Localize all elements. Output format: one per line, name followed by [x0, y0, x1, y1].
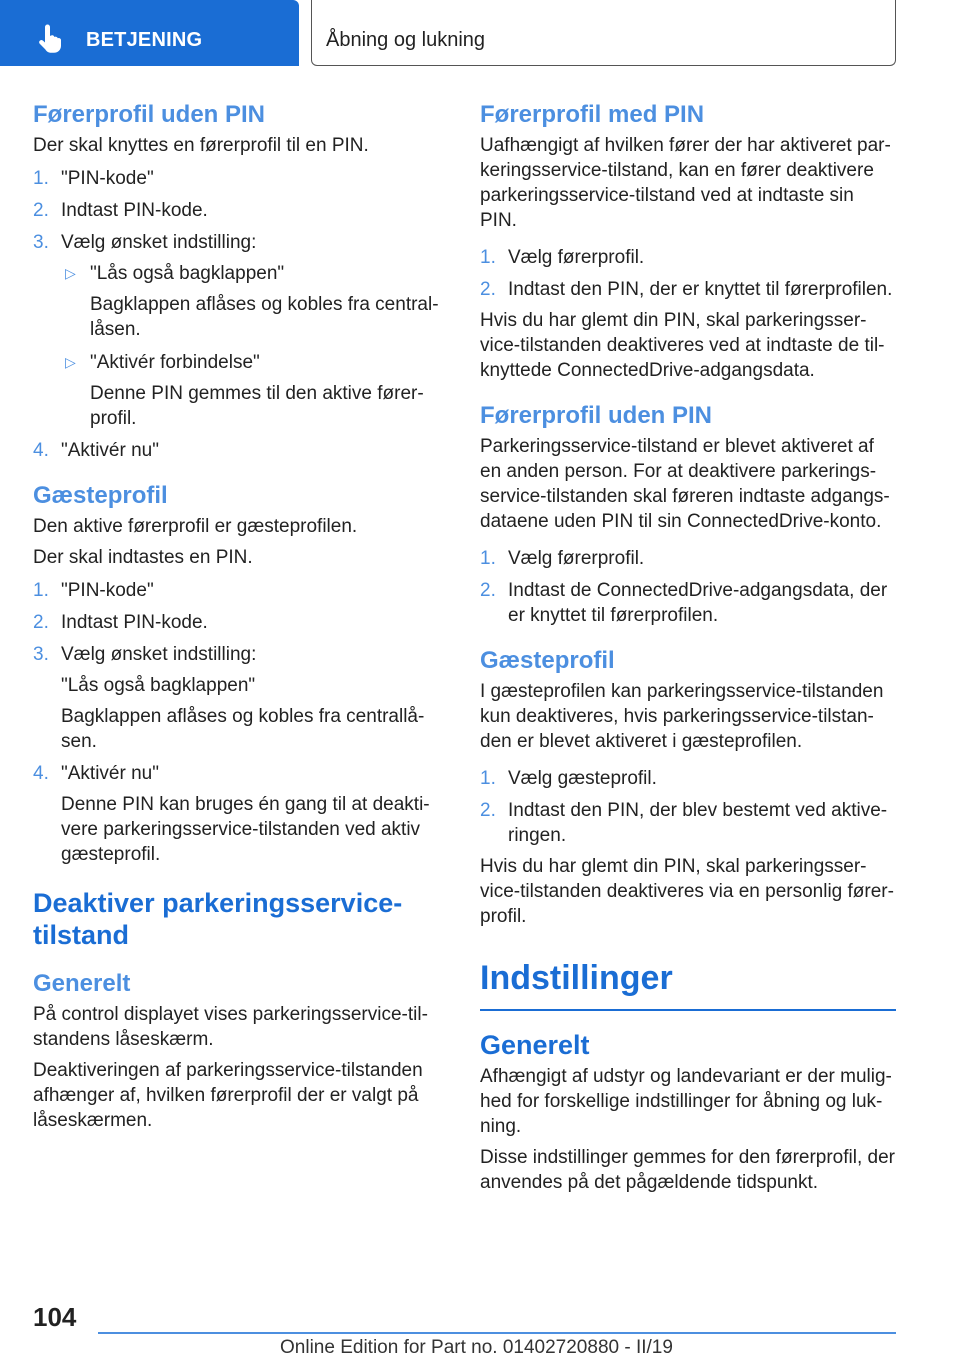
paragraph: I gæsteprofilen kan parkeringsservice-tilstanden kun deaktiveres, hvis parkeringsservice-tilstan-den er blevet aktiveret i gæsteprofilen. [480, 681, 884, 752]
paragraph: Der skal knyttes en førerprofil til en PIN. [33, 135, 369, 156]
footer-divider [98, 1332, 896, 1334]
section-label: BETJENING [86, 29, 203, 51]
paragraph: Den aktive førerprofil er gæsteprofilen. [33, 516, 358, 537]
page-footer [0, 1290, 960, 1362]
paragraph: Der skal indtastes en PIN. [33, 547, 253, 568]
heading-guest-profile: Gæsteprofil [480, 647, 615, 674]
list-item: 1. "PIN-kode" [33, 580, 154, 601]
triangle-bullet-icon: ▷ [65, 354, 76, 370]
list-item: 4. "Aktivér nu" [33, 440, 159, 461]
paragraph: Afhængigt af udstyr og landevariant er der mulig-hed for forskellige indstillinger for åbning og luk-ning. [480, 1066, 892, 1137]
heading-driver-profile-without-pin: Førerprofil uden PIN [480, 402, 713, 429]
hand-pointer-icon [36, 24, 66, 54]
steps-list [480, 546, 896, 628]
list-item: 1. Vælg gæsteprofil. [480, 768, 657, 789]
paragraph: Uafhængigt af hvilken fører der har aktiveret par-keringsservice-tilstand, kan en fører deaktivere parkeringsservice-tilstand ved at indtaste sin PIN. [480, 135, 891, 231]
page-number: 104 [33, 1302, 77, 1332]
steps-list [33, 578, 449, 867]
list-item: 1. "PIN-kode" [33, 168, 154, 189]
option-item: ▷ "Aktivér forbindelse" Denne PIN gemmes til den aktive fører-profil. [65, 352, 424, 429]
list-item: 3. Vælg ønsket indstilling: "Lås også bagklappen" Bagklappen aflåses og kobles fra centrallå-sen. [33, 644, 425, 752]
heading-general: Generelt [33, 970, 131, 997]
chapter-title: Åbning og lukning [326, 29, 486, 51]
edition-text: Online Edition for Part no. 01402720880 - II/19 [280, 1337, 673, 1358]
right-column [480, 100, 896, 1195]
heading-driver-profile-with-pin: Førerprofil med PIN [480, 101, 705, 128]
list-item: 3. Vælg ønsket indstilling: ▷ "Lås også bagklappen" Bagklappen aflåses og kobles fra central-låsen. ▷ "Aktivér forbindelse" Denne PIN gemmes til den aktive fører-profil. [33, 230, 449, 431]
paragraph: Hvis du har glemt din PIN, skal parkeringsser-vice-tilstanden deaktiveres ved at indtaste de til-knyttede ConnectedDrive-adgangsdata. [480, 310, 885, 381]
page-header [0, 0, 960, 66]
paragraph: Deaktiveringen af parkeringsservice-tilstanden afhænger af, hvilken førerprofil der er valgt på låseskærmen. [33, 1060, 423, 1131]
chapter-box [311, 0, 896, 66]
list-item: 2. Indtast PIN-kode. [33, 612, 208, 633]
list-item: 2. Indtast de ConnectedDrive-adgangsdata, der er knyttet til førerprofilen. [480, 580, 888, 626]
steps-list [480, 245, 896, 302]
paragraph: Hvis du har glemt din PIN, skal parkeringsser-vice-tilstanden deaktiveres via en personlig fører-profil. [480, 856, 894, 927]
list-item: 2. Indtast PIN-kode. [33, 200, 208, 221]
section-tab [0, 0, 299, 66]
options-list [61, 261, 449, 431]
option-item: ▷ "Lås også bagklappen" Bagklappen aflåses og kobles fra central-låsen. [65, 263, 439, 340]
heading-deactivate-parking-service: Deaktiver parkeringsservice-tilstand [33, 888, 403, 950]
list-item: 1. Vælg førerprofil. [480, 548, 645, 569]
list-item: 2. Indtast den PIN, der er knyttet til førerprofilen. [480, 279, 893, 300]
paragraph: På control displayet vises parkeringsservice-til-standens låseskærm. [33, 1004, 428, 1050]
list-item: 2. Indtast den PIN, der blev bestemt ved aktive-ringen. [480, 800, 888, 846]
paragraph: Disse indstillinger gemmes for den førerprofil, der anvendes på det pågældende tidspunkt. [480, 1147, 895, 1193]
left-column [33, 100, 449, 1133]
steps-list [480, 766, 896, 848]
steps-list [33, 166, 449, 463]
list-item: 1. Vælg førerprofil. [480, 247, 645, 268]
heading-guest-profile: Gæsteprofil [33, 482, 168, 509]
heading-driver-profile-without-pin: Førerprofil uden PIN [33, 101, 266, 128]
triangle-bullet-icon: ▷ [65, 265, 76, 281]
list-item: 4. "Aktivér nu" Denne PIN kan bruges én gang til at deakti-vere parkeringsservice-tilstanden ved aktiv gæsteprofil. [33, 763, 430, 865]
paragraph: Parkeringsservice-tilstand er blevet aktiveret af en anden person. For at deaktivere parkerings-service-tilstanden skal føreren indtaste adgangs-dataene uden PIN til sin ConnectedDrive-konto. [480, 436, 890, 532]
heading-general: Generelt [480, 1030, 590, 1060]
heading-settings: Indstillinger [480, 957, 896, 1011]
